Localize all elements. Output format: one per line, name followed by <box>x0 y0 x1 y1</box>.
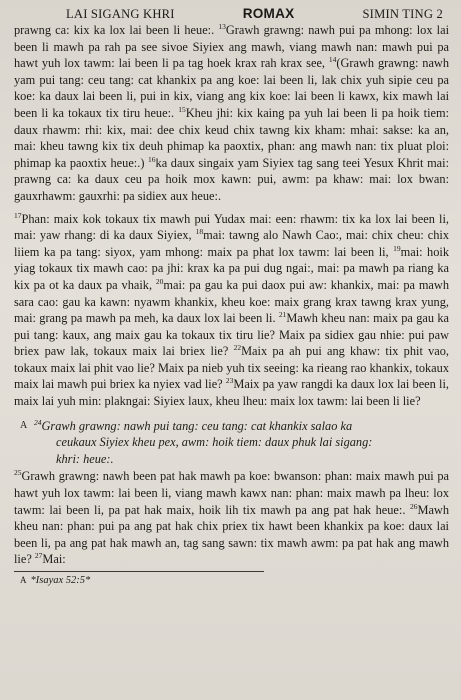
header-book-title: ROMAX <box>242 6 295 21</box>
verse-number: 22 <box>233 343 242 353</box>
verse-number: 26 <box>409 501 418 511</box>
footnote-divider <box>14 571 264 572</box>
paragraph-3: $^{25}$Grawh grawng: nawh been pat hak mawh pa koe: bwanson: phan: maix mawh pui pa hawt yuh lox tawm: lai been li, viang mawh kawx nan: phan: maix mawh pa lheu: lox tawm: lai been li, pa pat hak maix, hoik lih tix mawh pa ang pat hak heue:. $^{26}$Mawh kheu nan: phan: pui pa ang pat hak chix priex tix hawt been khankix pa koe: daux lai been li, pa ang pat hak mawh an, tag sang sawn: tix mawh awm: pa pat hak ang mawh lie? $^{27}$Mai: <box>14 468 450 567</box>
verse-number: 19 <box>393 243 401 253</box>
paragraph-2: $^{17}$Phan: maix kok tokaux tix mawh pui Yudax mai: een: rhawm: tix ka lox lai been li, mai: yaw rhang: di ka daux Siyiex, $^{18}$mai: tawng alo Nawh Cao:, mai: chix cheu: chix liiem ka pa tang: siyox, yam mhong: maix pa phat lox tawm: lai been li, $^{19}$mai: hoik yiag tokaux tix mawh cao: pa jhi: krax ka pa pui dug ngai:, mai: pa mawh pa riang ka kix pa ot ka daux pa vhaik, $^{20}$mai: pa gau ka pui daox pui aw: khankix, mai: pa mawh sara cao: gau ka kawn: nyawm khankix, kheu koe: maix grang krax tawng krax yung, mai: grang pa mawh pa meh, ka daux lox lai been li. $^{21}$Mawh kheu nan: maix pa gau ka pui tang: kaux, ang maix gau ka tokaux tix tiru lie? Maix pa sidiex gau nhie: pui paw briex paw lak, tokaux maix lai briex lie? $^{22}$Maix pa ah pui ang khaw: tix phit vao, tokaux maix lai phit vao lie? Maix pa nieb yuh tix seeing: ka rieang rao khankix, tokaux maix lai mawh pui briex ka nyiex vad lie? $^{23}$Maix pa yaw rangdi ka daux lox lai been li, maix lai yuh min: plakngai: Siyiex laux, kheu lheu: maix lox tawm: lai been li lie? <box>14 210 450 409</box>
verse-number: 14 <box>328 55 337 65</box>
header-left: LAI SIGANG KHRI <box>66 7 175 21</box>
header-chapter: SIMIN TING 2 <box>362 7 443 21</box>
footnote-mark: A <box>20 575 27 585</box>
verse-number: 27 <box>34 551 43 561</box>
verse-number: 16 <box>148 154 156 164</box>
verse-number: 20 <box>155 276 164 286</box>
footnote <box>14 575 449 586</box>
paragraph-1: prawng ca: kix ka lox lai been li heue:. $^{13}$Grawh grawng: nawh pui pa mhong: lox lai been li mawh pa rah pa see sivoe Siyiex ang mawh, viang mawh nan: mawh pui pa hawt yuh lox tawm: lai been li pa tag hoek krax rah krax see, $^{14}$(Grawh grawng: nawh yam pui tang: ceu tang: cat khankix pa ang koe: lai been li, lak chix yuh sipie ceu pa koe: ka daux lai been li, pui in kix, viang ang kix koe: lai been li kawx, kix mawh lai been li ka tokaux tix tiru heue:. $^{15}$Kheu jhi: kix kaing pa yuh lai been li pa hoik tiem: daux rhawm: rhi: kix, mai: dee chix keud chix tawng kix kham: mhai: sakse: ka an, mai: kheu tawng kix tix deuh phimap ka paoxtix, phan: ang mawh nan: tix pluat ploi: phimap ka paoxtix heue:.) $^{16}$ka daux singaix yam Siyiex tag sang teei Yesux Khrit mai: prawng ca: ka daux ceu pa hoik mox kawn: pui, awm: pa khaw: mai: lox bwan: gauxrhawm: gauxrhi: pa sidiex aux heue:. <box>14 21 450 203</box>
footnote-reference: *Isayax 52:5* <box>30 575 91 586</box>
verse-number: 21 <box>278 309 287 319</box>
verse-number: 24 <box>34 417 42 427</box>
verse-number: 25 <box>14 468 22 478</box>
cross-reference-mark: A <box>20 419 28 431</box>
verse-number: 17 <box>14 210 22 220</box>
verse-number: 18 <box>195 227 204 237</box>
scripture-text <box>14 22 449 568</box>
verse-number: 23 <box>225 376 234 386</box>
verse-number: 15 <box>178 104 186 114</box>
running-header <box>14 6 449 22</box>
quoted-poem: A $^{24}$Grawh grawng: nawh pui tang: ceu tang: cat khankix salao ka ceukaux Siyiex kheu pex, awm: hoik tiem: daux phuk lai sigang: khri: heue:. <box>20 417 373 466</box>
verse-number: 13 <box>218 21 226 31</box>
